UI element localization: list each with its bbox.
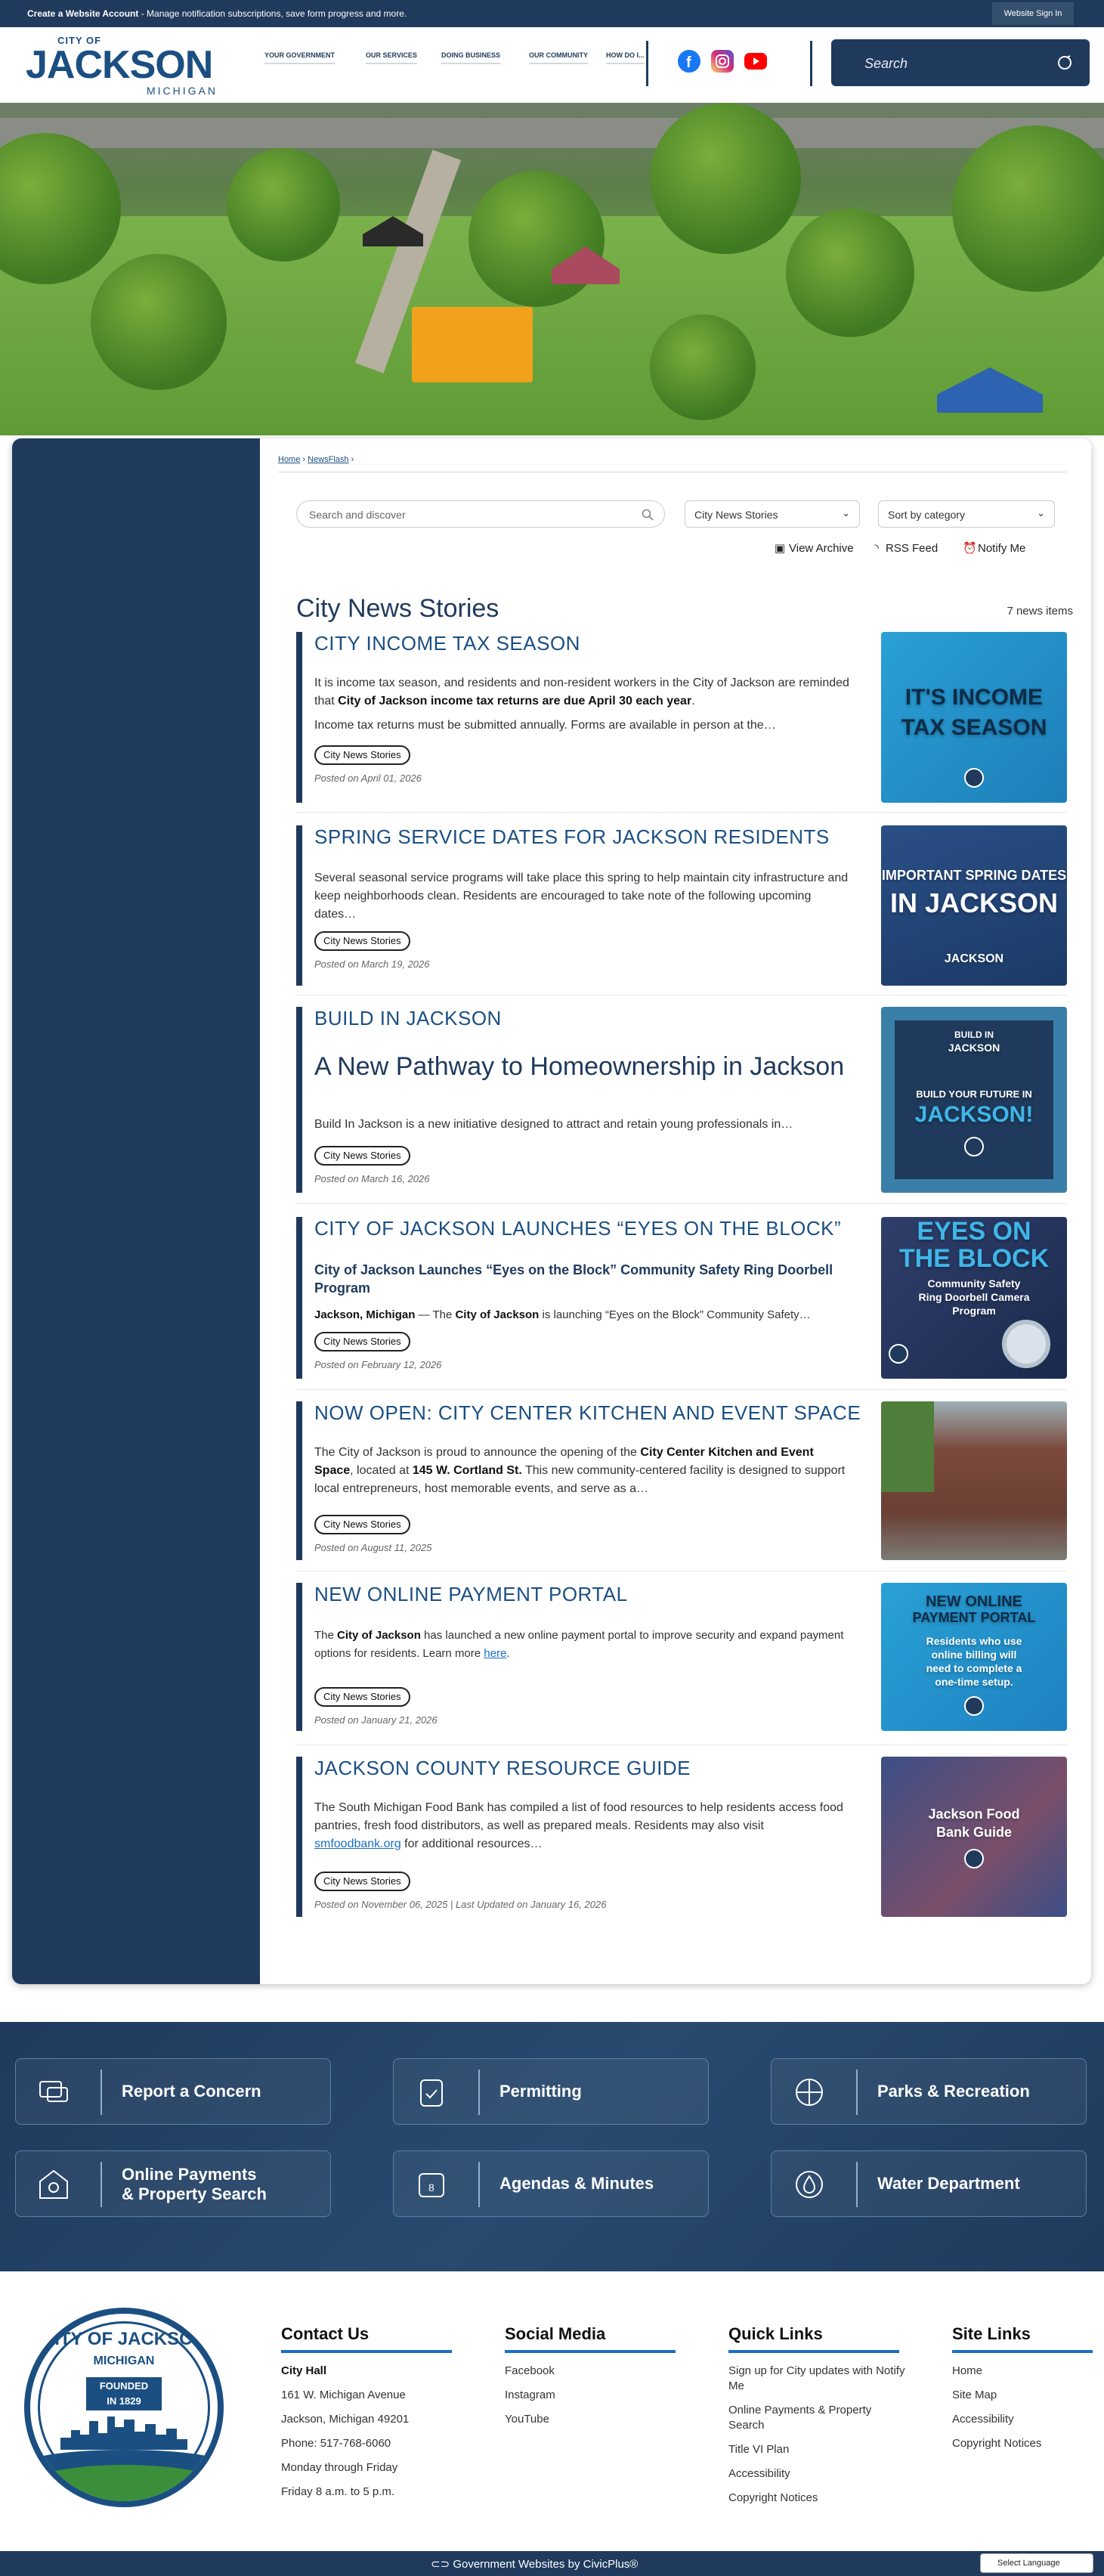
thumb-tree [881,1401,934,1492]
hero-tree [650,314,756,420]
news-summary [314,1627,854,1663]
news-accent-bar [296,1583,302,1731]
thumb-text: Bank Guide [935,1825,1013,1840]
agendas-minutes-button[interactable] [393,2150,709,2217]
news-summary-bold: City Center Kitchen and Event Space [314,1446,814,1477]
news-thumbnail[interactable] [881,1401,1067,1560]
news-date: Posted on August 11, 2025 [314,1542,432,1553]
social-heading: Social Media [505,2324,606,2343]
hero-tree [91,254,227,390]
rss-feed-label: RSS Feed [886,542,939,555]
site-links-heading: Site Links [952,2324,1031,2343]
tile-divider [101,2162,102,2207]
create-account-message[interactable] [27,8,407,19]
category-select-value: City News Stories [694,509,778,521]
footer-link-copyright[interactable]: Copyright Notices [728,2491,818,2504]
logo-jackson: JACKSON [26,43,213,87]
footer-link-notify[interactable]: Sign up for City updates with Notify Me [728,2364,905,2392]
quick-links-column [728,2324,910,2515]
breadcrumb-newsflash[interactable]: NewsFlash [308,455,349,464]
tile-divider [478,2070,480,2115]
tile-divider [856,2070,858,2115]
seal-text-mid: MICHIGAN [93,2355,155,2367]
news-summary-text: The City of Jackson is proud to announce the opening of the [314,1446,641,1459]
news-summary-bold: Jackson, Michigan [314,1308,416,1321]
contact-phone[interactable]: Phone: 517-768-6060 [281,2437,391,2450]
contact-address-2: Jackson, Michigan 49201 [281,2413,410,2426]
breadcrumb-sep: › [351,455,354,464]
thumb-text: IN JACKSON [889,887,1059,918]
thumb-text: BUILD YOUR FUTURE IN [916,1088,1032,1100]
create-account-link[interactable]: Create a Website Account [27,8,139,19]
thumb-text: PAYMENT PORTAL [912,1610,1036,1625]
civicplus-text: Government Websites by CivicPlus® [453,2558,639,2571]
news-accent-bar [296,825,302,986]
category-select[interactable] [685,500,860,528]
social-column [505,2324,676,2436]
news-accent-bar [296,1007,302,1193]
footer-link-instagram[interactable]: Instagram [505,2389,555,2401]
thumb-text: BUILD IN [954,1029,994,1040]
hero-tree [469,171,605,307]
hero-road [0,118,1104,148]
tile-divider [856,2162,858,2207]
tile-label [122,2165,267,2204]
search-icon[interactable] [642,509,654,521]
search-house-icon [37,2168,70,2201]
archive-icon: ▣ [774,542,786,555]
site-footer [0,2271,1104,2551]
news-summary: Build In Jackson is a new initiative designed to attract and retain young professionals in… [314,1118,793,1131]
view-archive-label: View Archive [789,542,854,555]
news-divider [296,1389,1067,1390]
content-card [12,438,1091,1984]
news-item [296,632,1067,803]
news-item [296,1583,1067,1731]
thumb-text: Community Safety [927,1277,1021,1290]
civicplus-link[interactable] [431,2557,638,2571]
tile-label: Agendas & Minutes [499,2174,654,2193]
news-thumbnail[interactable] [881,1757,1067,1917]
svg-text:f: f [686,54,691,71]
news-count: 7 news items [1007,605,1073,618]
contact-column [281,2324,452,2509]
notify-me-link[interactable] [963,541,1025,555]
tile-label-line: & Property Search [122,2184,267,2203]
site-links-column [952,2324,1093,2460]
youtube-icon[interactable] [744,53,767,70]
calendar-icon [415,2168,448,2201]
footer-link-accessibility[interactable]: Accessibility [952,2413,1014,2426]
tile-label-line: Online Payments [122,2165,257,2184]
seal-founded-text: FOUNDED [99,2380,149,2392]
news-category-tag[interactable]: City News Stories [314,1332,410,1351]
thumb-text: JACKSON [948,1042,1000,1054]
thumb-text: IMPORTANT SPRING DATES [881,868,1067,883]
hero-image [0,103,1104,435]
city-seal-icon [964,1849,984,1869]
create-account-desc: - Manage notification subscriptions, save form progress and more. [138,8,407,19]
news-category-tag[interactable]: City News Stories [314,1872,410,1891]
site-header [0,27,1104,103]
quick-links-heading: Quick Links [728,2324,823,2343]
news-summary-bold: City of Jackson income tax returns are due April 30 each year [338,695,692,707]
thumb-text: Jackson Food [928,1807,1020,1822]
parks-recreation-button[interactable] [771,2058,1087,2125]
news-title[interactable]: SPRING SERVICE DATES FOR JACKSON RESIDENTS [314,825,830,848]
news-search-placeholder: Search and discover [309,509,406,521]
news-item [296,1401,1067,1560]
view-archive-link[interactable] [774,541,854,555]
news-summary [314,674,854,711]
chevron-down-icon: ⌄ [1037,507,1045,519]
contact-hours-1: Monday through Friday [281,2461,398,2474]
news-title[interactable]: NEW ONLINE PAYMENT PORTAL [314,1583,628,1605]
nav-your-government[interactable]: YOUR GOVERNMENT [264,51,335,64]
news-category-tag[interactable]: City News Stories [314,931,410,951]
news-title[interactable]: CITY OF JACKSON LAUNCHES “EYES ON THE BLOCK” [314,1217,842,1240]
news-subtitle: City of Jackson Launches “Eyes on the Block” Community Safety Ring Doorbell Program [314,1262,833,1296]
news-category-tag[interactable]: City News Stories [314,1687,410,1707]
water-drop-icon [793,2168,826,2201]
thumb-text: NEW ONLINE [926,1593,1022,1610]
news-summary [314,1306,854,1324]
tile-label: Parks & Recreation [877,2082,1030,2101]
footer-link-home[interactable]: Home [952,2364,983,2377]
news-thumbnail[interactable] [881,1007,1067,1193]
nav-doing-business[interactable]: DOING BUSINESS [441,51,500,64]
thumb-text: Program [952,1305,996,1317]
site-search-input[interactable]: Search [864,56,908,71]
nav-our-community[interactable]: OUR COMMUNITY [529,51,588,64]
news-accent-bar [296,1757,302,1917]
news-summary-text: , located at [350,1464,413,1477]
thumb-text: TAX SEASON [901,715,1047,740]
contact-heading: Contact Us [281,2324,370,2343]
footer-link-youtube[interactable]: YouTube [505,2413,549,2426]
heading-underline [281,2350,452,2353]
heading-underline [728,2350,899,2353]
quick-links-band [0,2022,1104,2271]
news-subtitle: A New Pathway to Homeownership in Jackson [314,1052,845,1081]
tile-label: Water Department [877,2174,1020,2193]
thumb-text: JACKSON! [914,1102,1034,1127]
logo-city-of: CITY OF [57,35,102,46]
chat-bubble-icon [37,2076,70,2109]
search-icon[interactable] [1056,54,1073,71]
left-sidebar [12,438,260,1984]
hero-tree [227,148,340,262]
permitting-button[interactable] [393,2058,709,2125]
nav-our-services[interactable]: OUR SERVICES [366,51,417,64]
news-summary-text: The South Michigan Food Bank has compiled a list of food resources to help residents access food pantries, fresh food distributors, as well as prepared meals. Residents may also visit [314,1801,843,1832]
chevron-down-icon: ⌄ [842,507,850,519]
water-department-button[interactable] [771,2150,1087,2217]
rss-feed-link[interactable] [871,541,938,555]
news-date: Posted on March 16, 2026 [314,1173,430,1184]
news-summary-text: . [691,695,695,707]
news-item [296,825,1067,986]
heading-underline [952,2350,1093,2353]
breadcrumb [278,455,354,464]
news-thumbnail[interactable] [881,632,1067,803]
seal-founded-year: IN 1829 [107,2395,141,2407]
news-date: Posted on February 12, 2026 [314,1359,442,1370]
footer-link-copyright[interactable]: Copyright Notices [952,2437,1042,2450]
news-category-tag[interactable]: City News Stories [314,745,410,765]
report-concern-button[interactable] [15,2058,331,2125]
tile-divider [101,2070,102,2115]
breadcrumb-sep: › [302,455,306,464]
contact-hours-2: Friday 8 a.m. to 5 p.m. [281,2485,395,2498]
logo-michigan: MICHIGAN [147,85,218,97]
news-summary-text: for additional resources… [400,1838,543,1850]
seal-founded [86,2377,162,2410]
news-date: Posted on November 06, 2025 | Last Updated on January 16, 2026 [314,1899,607,1910]
news-date: Posted on March 19, 2026 [314,958,430,970]
news-summary [314,1799,854,1853]
city-seal-icon [889,1344,908,1364]
seal-text-top: CITY OF JACKSON [41,2329,207,2349]
instagram-icon[interactable] [711,50,734,73]
contact-address-1: 161 W. Michigan Avenue [281,2389,406,2401]
alarm-icon: ⏰ [963,542,977,555]
thumb-text: EYES ON [917,1217,1031,1246]
news-title[interactable]: BUILD IN JACKSON [314,1007,502,1029]
news-category-tag[interactable]: City News Stories [314,1146,410,1166]
news-accent-bar [296,1217,302,1379]
footer-link-title-vi[interactable]: Title VI Plan [728,2443,790,2456]
header-divider-2 [810,41,812,86]
news-summary [314,1444,854,1498]
city-seal-icon [964,1137,984,1156]
clipboard-check-icon [415,2076,448,2109]
header-divider [646,41,648,86]
news-accent-bar [296,632,302,803]
rss-icon: ◝ [874,542,879,555]
civicplus-bar [0,2551,1104,2576]
news-date: Posted on April 01, 2026 [314,772,422,784]
site-search[interactable] [831,39,1090,86]
seal-wave [24,2465,224,2507]
basketball-icon [793,2076,826,2109]
news-link-here[interactable]: here [484,1647,507,1660]
language-select-label: Select Language [997,2559,1060,2568]
hero-tree [786,209,914,337]
doorbell-image [1002,1320,1050,1368]
news-thumbnail[interactable] [881,1583,1067,1731]
news-summary-text: . [506,1647,510,1660]
news-divider [296,812,1067,813]
news-title[interactable]: NOW OPEN: CITY CENTER KITCHEN AND EVENT SPACE [314,1401,861,1424]
thumb-text: IT'S INCOME [905,685,1044,710]
news-category-tag[interactable]: City News Stories [314,1515,410,1534]
language-select[interactable] [980,2553,1093,2573]
news-summary-text: This new community-centered facility is designed to support local entrepreneurs, host memorable events, and serve as a… [314,1464,846,1495]
sort-select-value: Sort by category [888,509,965,521]
notify-me-label: Notify Me [978,542,1026,555]
tile-divider [478,2162,480,2207]
news-summary-2: Income tax returns must be submitted annually. Forms are available in person at the… [314,719,776,732]
thumb-text: JACKSON [944,952,1004,965]
news-accent-bar [296,1401,302,1560]
news-item [296,1007,1067,1193]
tile-label: Permitting [499,2082,582,2101]
breadcrumb-home[interactable]: Home [278,455,301,464]
tile-label: Report a Concern [122,2082,261,2101]
news-item [296,1217,1067,1379]
facebook-icon[interactable] [678,50,700,73]
page-title: City News Stories [296,594,499,623]
city-seal-icon [964,768,984,788]
news-divider [296,1203,1067,1204]
city-logo[interactable] [26,33,222,98]
city-seal-logo[interactable] [24,2308,224,2507]
news-summary-text: — The [415,1308,456,1321]
news-summary-text: The [314,1629,338,1642]
news-date: Posted on January 21, 2026 [314,1714,438,1726]
thumb-text: Residents who use online billing will need to complete a one-time setup. [926,1635,1022,1688]
news-summary-text: It is income tax season, and residents and non-resident workers in the City of Jackson are reminded that [314,677,849,707]
website-sign-in-button[interactable]: Website Sign In [992,2,1074,25]
hero-food-truck [412,307,533,382]
news-thumbnail[interactable] [881,1217,1067,1379]
thumb-text: THE BLOCK [898,1244,1050,1273]
contact-name: City Hall [281,2364,327,2377]
news-item [296,1757,1067,1917]
footer-link-facebook[interactable]: Facebook [505,2364,555,2377]
news-title[interactable]: CITY INCOME TAX SEASON [314,632,580,655]
city-seal-icon [964,1696,984,1716]
news-summary-text: is launching “Eyes on the Block” Community Safety… [539,1308,811,1321]
news-summary-bold: City of Jackson [337,1629,421,1642]
news-thumbnail[interactable] [881,825,1067,986]
account-bar [0,0,1104,27]
news-summary-text: has launched a new online payment portal to improve security and expand payment options for residents. Learn more [314,1629,844,1660]
news-title[interactable]: JACKSON COUNTY RESOURCE GUIDE [314,1757,691,1779]
hero-tree [650,103,801,254]
civicplus-icon: ⊂⊃ [431,2558,453,2571]
smfoodbank-link[interactable]: smfoodbank.org [314,1838,401,1850]
news-search-input[interactable] [296,500,665,528]
sort-select[interactable] [878,500,1055,528]
online-payments-button[interactable] [15,2150,331,2217]
footer-link-site-map[interactable]: Site Map [952,2389,997,2401]
svg-text:8: 8 [428,2181,434,2194]
nav-how-do-i[interactable]: HOW DO I... [606,51,645,64]
news-summary-bold: City of Jackson [455,1308,540,1321]
skyline-icon [60,2412,187,2450]
news-summary: Several seasonal service programs will take place this spring to help maintain city infrastructure and keep neighborhoods clean. Residents are encouraged to take note of the following upcoming dates… [314,872,849,921]
footer-link-payments[interactable]: Online Payments & Property Search [728,2404,872,2432]
heading-underline [505,2350,676,2353]
news-summary-bold: 145 W. Cortland St. [412,1464,522,1477]
footer-link-accessibility[interactable]: Accessibility [728,2467,790,2480]
thumb-text: Ring Doorbell Camera [918,1291,1030,1303]
